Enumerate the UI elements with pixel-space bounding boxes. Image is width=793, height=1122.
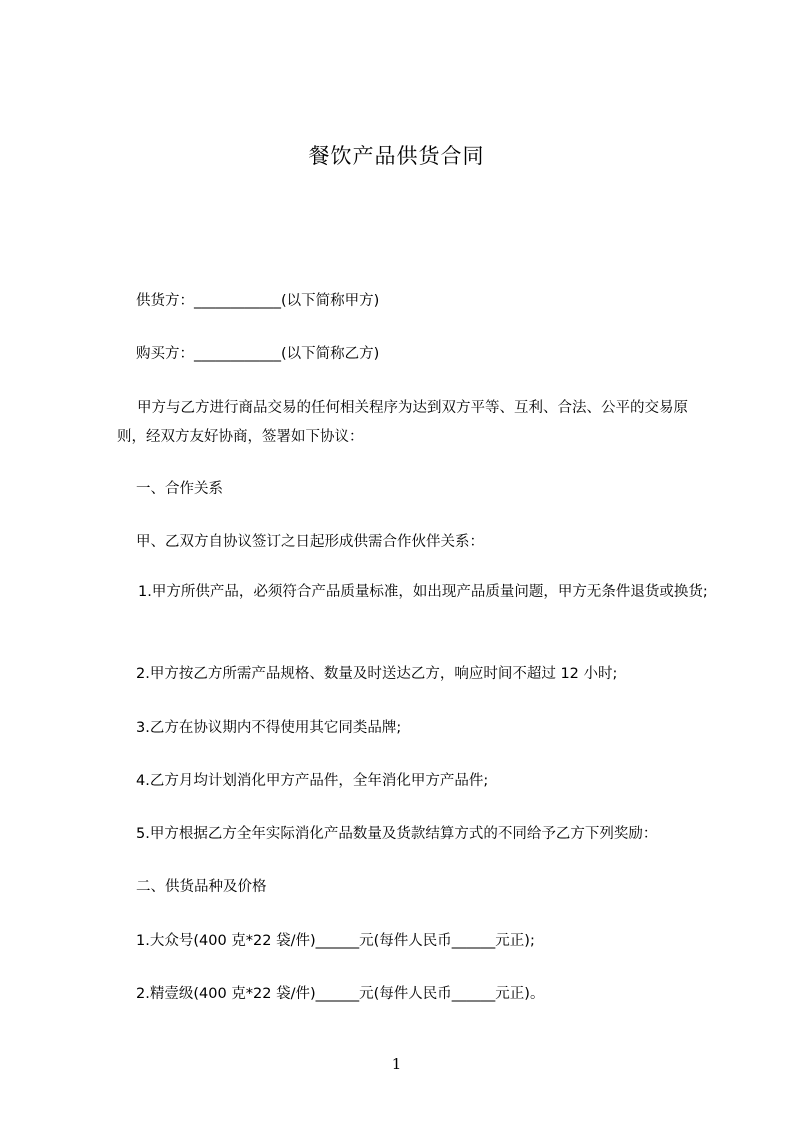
intro-paragraph: 甲方与乙方进行商品交易的任何相关程序为达到双方平等、互利、合法、公平的交易原则，经双方友好协商，签署如下协议： — [117, 400, 688, 445]
document-title: 餐饮产品供货合同 — [308, 144, 485, 168]
section1-item-3: 3.乙方在协议期内不得使用其它同类品牌; — [136, 720, 402, 736]
section2-item-2: 2.精壹级(400 克*22 袋/件)______元(每件人民币______元正)。 — [136, 986, 545, 1002]
buyer-line: 购买方：____________(以下简称乙方) — [136, 346, 380, 362]
section1-item-1: 1.甲方所供产品，必须符合产品质量标准，如出现产品质量问题，甲方无条件退货或换货; — [138, 584, 708, 600]
supplier-line: 供货方：____________(以下简称甲方) — [136, 293, 380, 309]
page-number: 1 — [391, 1055, 402, 1073]
section2-item-1: 1.大众号(400 克*22 袋/件)______元(每件人民币______元正); — [136, 933, 535, 949]
section1-item-4: 4.乙方月均计划消化甲方产品件，全年消化甲方产品件; — [136, 773, 489, 789]
section1-lead: 甲、乙双方自协议签订之日起形成供需合作伙伴关系： — [136, 534, 484, 550]
section2-heading: 二、供货品种及价格 — [136, 879, 267, 895]
section1-item-2: 2.甲方按乙方所需产品规格、数量及时送达乙方，响应时间不超过 12 小时; — [136, 666, 618, 682]
section1-heading: 一、合作关系 — [136, 481, 223, 497]
section1-item-5: 5.甲方根据乙方全年实际消化产品数量及货款结算方式的不同给予乙方下列奖励： — [136, 826, 658, 842]
